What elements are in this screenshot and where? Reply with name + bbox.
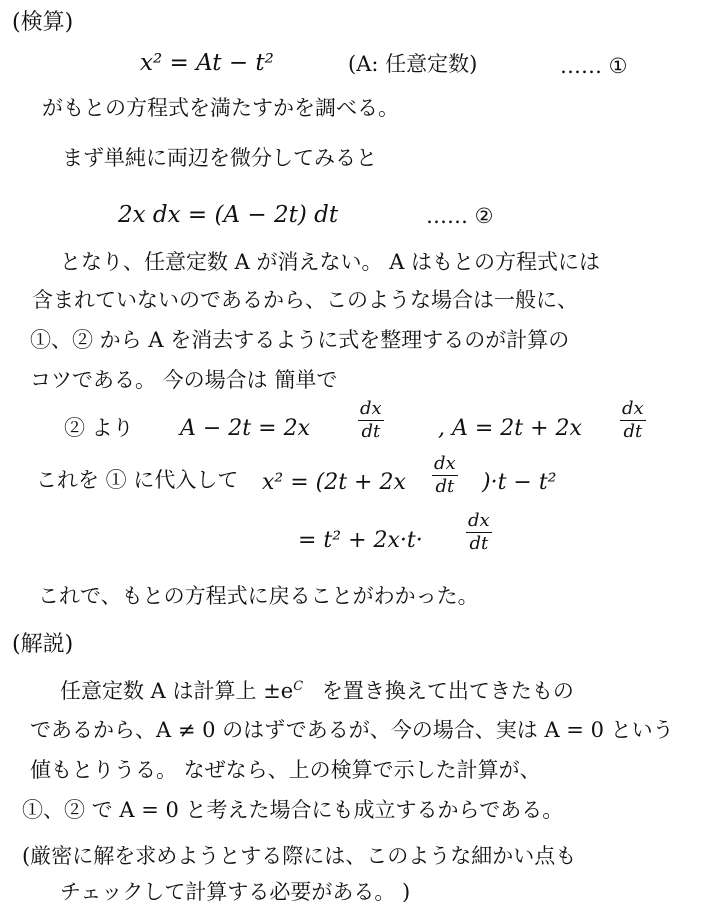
equation-1-ref: …… ① <box>560 54 628 78</box>
equation-4-right: )·t − t² <box>482 470 557 495</box>
fraction-denominator: dt <box>361 421 381 442</box>
explanation-line-6: チェックして計算する必要がある。 ) <box>60 880 411 904</box>
fraction-denominator: dt <box>435 476 455 497</box>
text-line-b: 含まれていないのであるから、このような場合は一般に、 <box>32 288 578 312</box>
equation-1: x² = At − t² <box>140 50 274 76</box>
fraction-denominator: dt <box>469 533 489 554</box>
text-conclusion: これで、もとの方程式に戻ることがわかった。 <box>38 584 479 608</box>
text-substitute: これを ① に代入して <box>36 468 239 492</box>
text-differentiate: まず単純に両辺を微分してみると <box>62 146 377 170</box>
text-from-2: ② より <box>64 416 134 440</box>
text-line-a: となり、任意定数 A が消えない。 A はもとの方程式には <box>60 250 601 274</box>
fraction-dx-dt <box>432 455 458 496</box>
equation-4-left: x² = (2t + 2x <box>262 470 406 495</box>
fraction-denominator: dt <box>623 421 643 442</box>
check-heading: (検算) <box>12 10 74 35</box>
explanation-heading: (解説) <box>12 632 74 657</box>
equation-1-note: (A: 任意定数) <box>348 52 478 76</box>
fraction-dx-dt <box>358 400 384 441</box>
equation-3-left: A − 2t = 2x <box>180 416 310 441</box>
text-goal: がもとの方程式を満たすかを調べる。 <box>42 96 399 120</box>
explanation-line-1-tail: を置き換えて出てきたもの <box>321 679 574 703</box>
equation-2-ref: …… ② <box>426 204 494 228</box>
equation-5-left: = t² + 2x·t· <box>298 528 423 553</box>
explanation-line-3: 値もとりうる。 なぜなら、上の検算で示した計算が、 <box>30 758 541 782</box>
text-line-d: コツである。 今の場合は 簡単で <box>30 368 338 392</box>
explanation-line-5: (厳密に解を求めようとする際には、このような細かい点も <box>22 844 577 868</box>
equation-3-right: , A = 2t + 2x <box>438 416 582 441</box>
explanation-line-1-text: 任意定数 A は計算上 ±e <box>60 679 294 703</box>
equation-2: 2x dx = (A − 2t) dt <box>118 202 339 228</box>
explanation-line-4: ①、② で A = 0 と考えた場合にも成立するからである。 <box>22 798 564 822</box>
fraction-dx-dt <box>466 512 492 553</box>
fraction-numerator: dx <box>434 453 456 474</box>
fraction-numerator: dx <box>622 398 644 419</box>
text-line-c: ①、② から A を消去するように式を整理するのが計算の <box>30 328 570 352</box>
exponent-c: C <box>293 679 304 694</box>
explanation-line-2: であるから、A ≠ 0 のはずであるが、今の場合、実は A = 0 という <box>30 718 674 742</box>
explanation-line-1 <box>60 680 574 702</box>
fraction-dx-dt <box>620 400 646 441</box>
fraction-numerator: dx <box>468 510 490 531</box>
fraction-numerator: dx <box>360 398 382 419</box>
